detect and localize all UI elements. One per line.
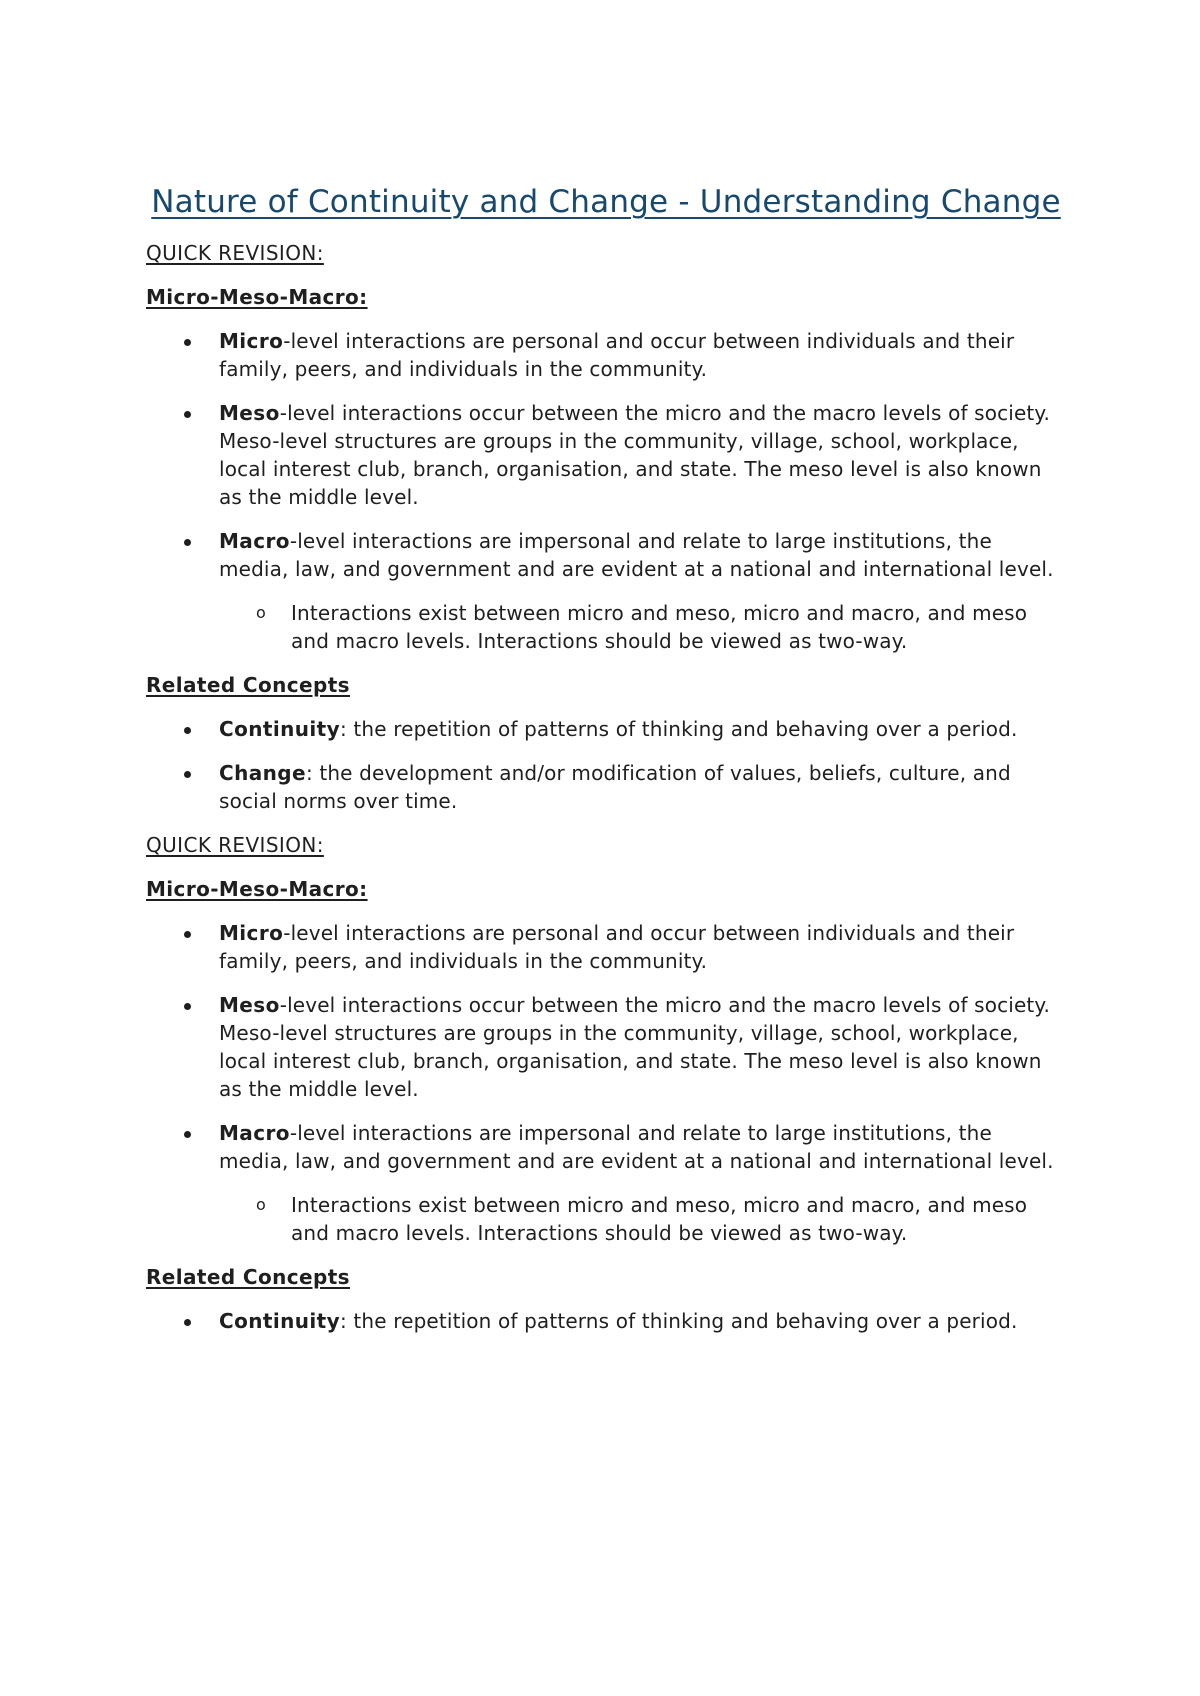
bullet-icon bbox=[184, 1319, 191, 1326]
level-term: Macro bbox=[219, 1121, 290, 1145]
list-item bbox=[146, 715, 1066, 743]
level-description: -level interactions occur between the micro and the macro levels of society. Meso-level structures are groups in the community, village, school, workplace, local interest club, branch, organisation, and state. The meso level is also known as the middle level. bbox=[219, 993, 1051, 1101]
level-description: -level interactions are impersonal and relate to large institutions, the media, law, and government and are evident at a national and international level. bbox=[219, 529, 1054, 581]
list-item bbox=[146, 327, 1066, 383]
related-concepts-heading: Related Concepts bbox=[146, 1265, 350, 1289]
concept-term: Change bbox=[219, 761, 306, 785]
list-item bbox=[146, 1119, 1066, 1175]
circle-bullet-icon: o bbox=[256, 603, 266, 622]
list-item bbox=[146, 1307, 1066, 1335]
interaction-note: Interactions exist between micro and meso, micro and macro, and meso and macro levels. Interactions should be viewed as two-way. bbox=[291, 1193, 1028, 1245]
sub-list bbox=[146, 599, 1066, 655]
concept-definition: : the repetition of patterns of thinking and behaving over a period. bbox=[340, 1309, 1018, 1333]
list-item bbox=[146, 1191, 1066, 1247]
revision-section bbox=[146, 239, 1066, 815]
list-item bbox=[146, 527, 1066, 583]
document-page bbox=[146, 180, 1066, 1351]
level-description: -level interactions are personal and occur between individuals and their family, peers, and individuals in the community. bbox=[219, 329, 1015, 381]
level-term: Macro bbox=[219, 529, 290, 553]
related-concepts-heading: Related Concepts bbox=[146, 673, 350, 697]
list-item bbox=[146, 991, 1066, 1103]
list-item bbox=[146, 399, 1066, 511]
level-term: Meso bbox=[219, 993, 280, 1017]
level-description: -level interactions are impersonal and relate to large institutions, the media, law, and government and are evident at a national and international level. bbox=[219, 1121, 1054, 1173]
bullet-icon bbox=[184, 1131, 191, 1138]
bullet-icon bbox=[184, 931, 191, 938]
bullet-icon bbox=[184, 1003, 191, 1010]
document-title: Nature of Continuity and Change - Understanding Change bbox=[151, 184, 1061, 220]
concept-definition: : the repetition of patterns of thinking and behaving over a period. bbox=[340, 717, 1018, 741]
micro-meso-macro-heading: Micro-Meso-Macro: bbox=[146, 877, 368, 901]
list-item bbox=[146, 599, 1066, 655]
bullet-icon bbox=[184, 411, 191, 418]
level-description: -level interactions are personal and occur between individuals and their family, peers, and individuals in the community. bbox=[219, 921, 1015, 973]
interaction-note: Interactions exist between micro and meso, micro and macro, and meso and macro levels. Interactions should be viewed as two-way. bbox=[291, 601, 1028, 653]
micro-meso-macro-heading: Micro-Meso-Macro: bbox=[146, 285, 368, 309]
concept-definition: : the development and/or modification of values, beliefs, culture, and social norms over time. bbox=[219, 761, 1011, 813]
levels-list bbox=[146, 327, 1066, 583]
quick-revision-heading: QUICK REVISION: bbox=[146, 241, 324, 265]
circle-bullet-icon: o bbox=[256, 1195, 266, 1214]
levels-list bbox=[146, 919, 1066, 1175]
concept-term: Continuity bbox=[219, 1309, 341, 1333]
sub-list bbox=[146, 1191, 1066, 1247]
concepts-list bbox=[146, 715, 1066, 815]
quick-revision-heading: QUICK REVISION: bbox=[146, 833, 324, 857]
list-item bbox=[146, 919, 1066, 975]
concepts-list bbox=[146, 1307, 1066, 1335]
level-term: Meso bbox=[219, 401, 280, 425]
list-item bbox=[146, 759, 1066, 815]
bullet-icon bbox=[184, 339, 191, 346]
revision-section bbox=[146, 831, 1066, 1335]
level-term: Micro bbox=[219, 921, 284, 945]
concept-term: Continuity bbox=[219, 717, 341, 741]
level-term: Micro bbox=[219, 329, 284, 353]
bullet-icon bbox=[184, 539, 191, 546]
bullet-icon bbox=[184, 771, 191, 778]
level-description: -level interactions occur between the micro and the macro levels of society. Meso-level structures are groups in the community, village, school, workplace, local interest club, branch, organisation, and state. The meso level is also known as the middle level. bbox=[219, 401, 1051, 509]
bullet-icon bbox=[184, 727, 191, 734]
